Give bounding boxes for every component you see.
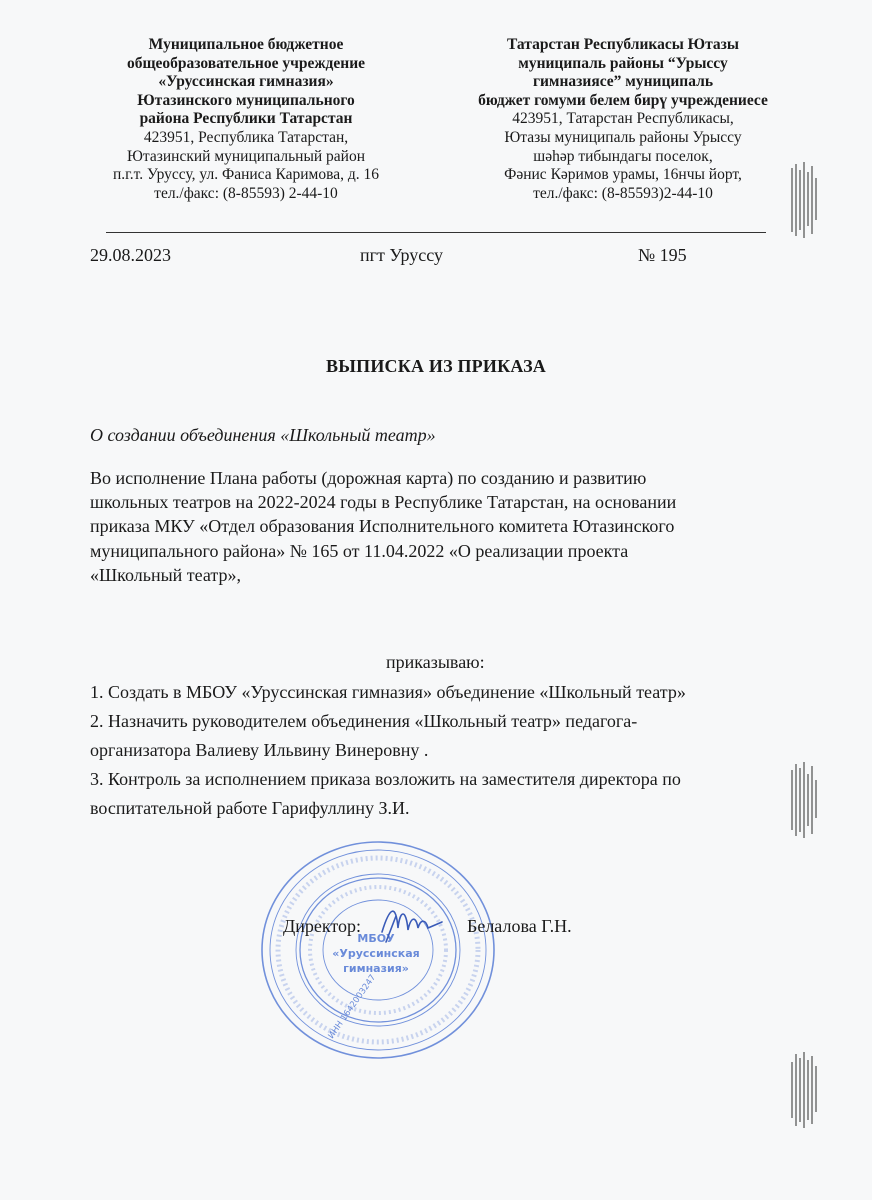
document-title: ВЫПИСКА ИЗ ПРИКАЗА (326, 356, 546, 376)
preamble-line: приказа МКУ «Отдел образования Исполнительного комитета Ютазинского (90, 516, 675, 537)
header-right-phone: тел./факс: (8-85593)2-44-10 (533, 184, 713, 202)
stamp-text-line: МБОУ (357, 932, 395, 945)
header-divider (106, 232, 766, 233)
header-right-address: шәһәр тибындагы поселок, (533, 147, 713, 165)
header-right-line: муниципаль районы “Урыссу (518, 54, 728, 72)
header-left-line: Муниципальное бюджетное (148, 36, 344, 53)
scan-edge-mark (786, 760, 826, 840)
header-right-address: 423951, Татарстан Республикасы, (512, 110, 734, 128)
header-left-address: п.г.т. Уруссу, ул. Фаниса Каримова, д. 16 (112, 166, 379, 184)
document-number: № 195 (638, 245, 687, 265)
preamble-line: Во исполнение Плана работы (дорожная карта) по созданию и развитию (90, 468, 647, 488)
director-signature (376, 898, 446, 948)
header-right-line: Татарстан Республикасы Ютазы (506, 36, 740, 53)
header-right-line: бюджет гомуми белем бирү учреждениесе (478, 91, 768, 109)
official-stamp (258, 838, 498, 1063)
preamble-line: школьных театров на 2022-2024 годы в Республике Татарстан, на основании (90, 492, 677, 513)
preamble-line: «Школьный театр», (90, 564, 241, 585)
document-place: пгт Уруссу (360, 245, 444, 265)
order-item-3: 3. Контроль за исполнением приказа возложить на заместителя директора по (90, 769, 681, 789)
header-left-phone: тел./факс: (8-85593) 2-44-10 (154, 184, 338, 202)
header-right (448, 36, 798, 203)
header-left-address: 423951, Республика Татарстан, (143, 128, 349, 146)
order-item-2: 2. Назначить руководителем объединения «Школьный театр» педагога- (90, 711, 638, 731)
document-date: 29.08.2023 (90, 245, 171, 265)
signature-name: Белалова Г.Н. (467, 916, 572, 936)
header-left-line: района Республики Татарстан (139, 110, 353, 128)
stamp-inn: ИНН 1642003247 (326, 972, 379, 1041)
document-subject: О создании объединения «Школьный театр» (90, 425, 436, 445)
order-item-3-cont: воспитательной работе Гарифуллину З.И. (90, 798, 410, 818)
signature-label: Директор: (283, 916, 362, 936)
scan-edge-mark (786, 160, 826, 240)
header-right-address: Ютазы муниципаль районы Урыссу (504, 128, 742, 146)
order-word: приказываю: (386, 652, 485, 672)
header-right-line: гимназиясе” муниципаль (532, 73, 714, 91)
header-left-line: Ютазинского муниципального (137, 91, 355, 109)
header-left-line: «Уруссинская гимназия» (158, 73, 334, 91)
stamp-text-line: «Уруссинская (332, 947, 420, 960)
header-left-address: Ютазинский муниципальный район (126, 147, 366, 165)
preamble (90, 466, 790, 587)
header-right-address: Фәнис Кәримов урамы, 16нчы йорт, (504, 166, 742, 184)
preamble-line: муниципального района» № 165 от 11.04.2022 «О реализации проекта (90, 540, 629, 561)
scan-edge-mark (786, 1050, 826, 1130)
stamp-text-line: гимназия» (343, 962, 409, 975)
header-left-line: общеобразовательное учреждение (126, 54, 366, 72)
order-items (90, 679, 790, 824)
header-left (66, 36, 426, 203)
order-item-2-cont: организатора Валиеву Ильвину Винеровну . (90, 740, 429, 760)
order-item-1: 1. Создать в МБОУ «Уруссинская гимназия» объединение «Школьный театр» (90, 682, 686, 702)
